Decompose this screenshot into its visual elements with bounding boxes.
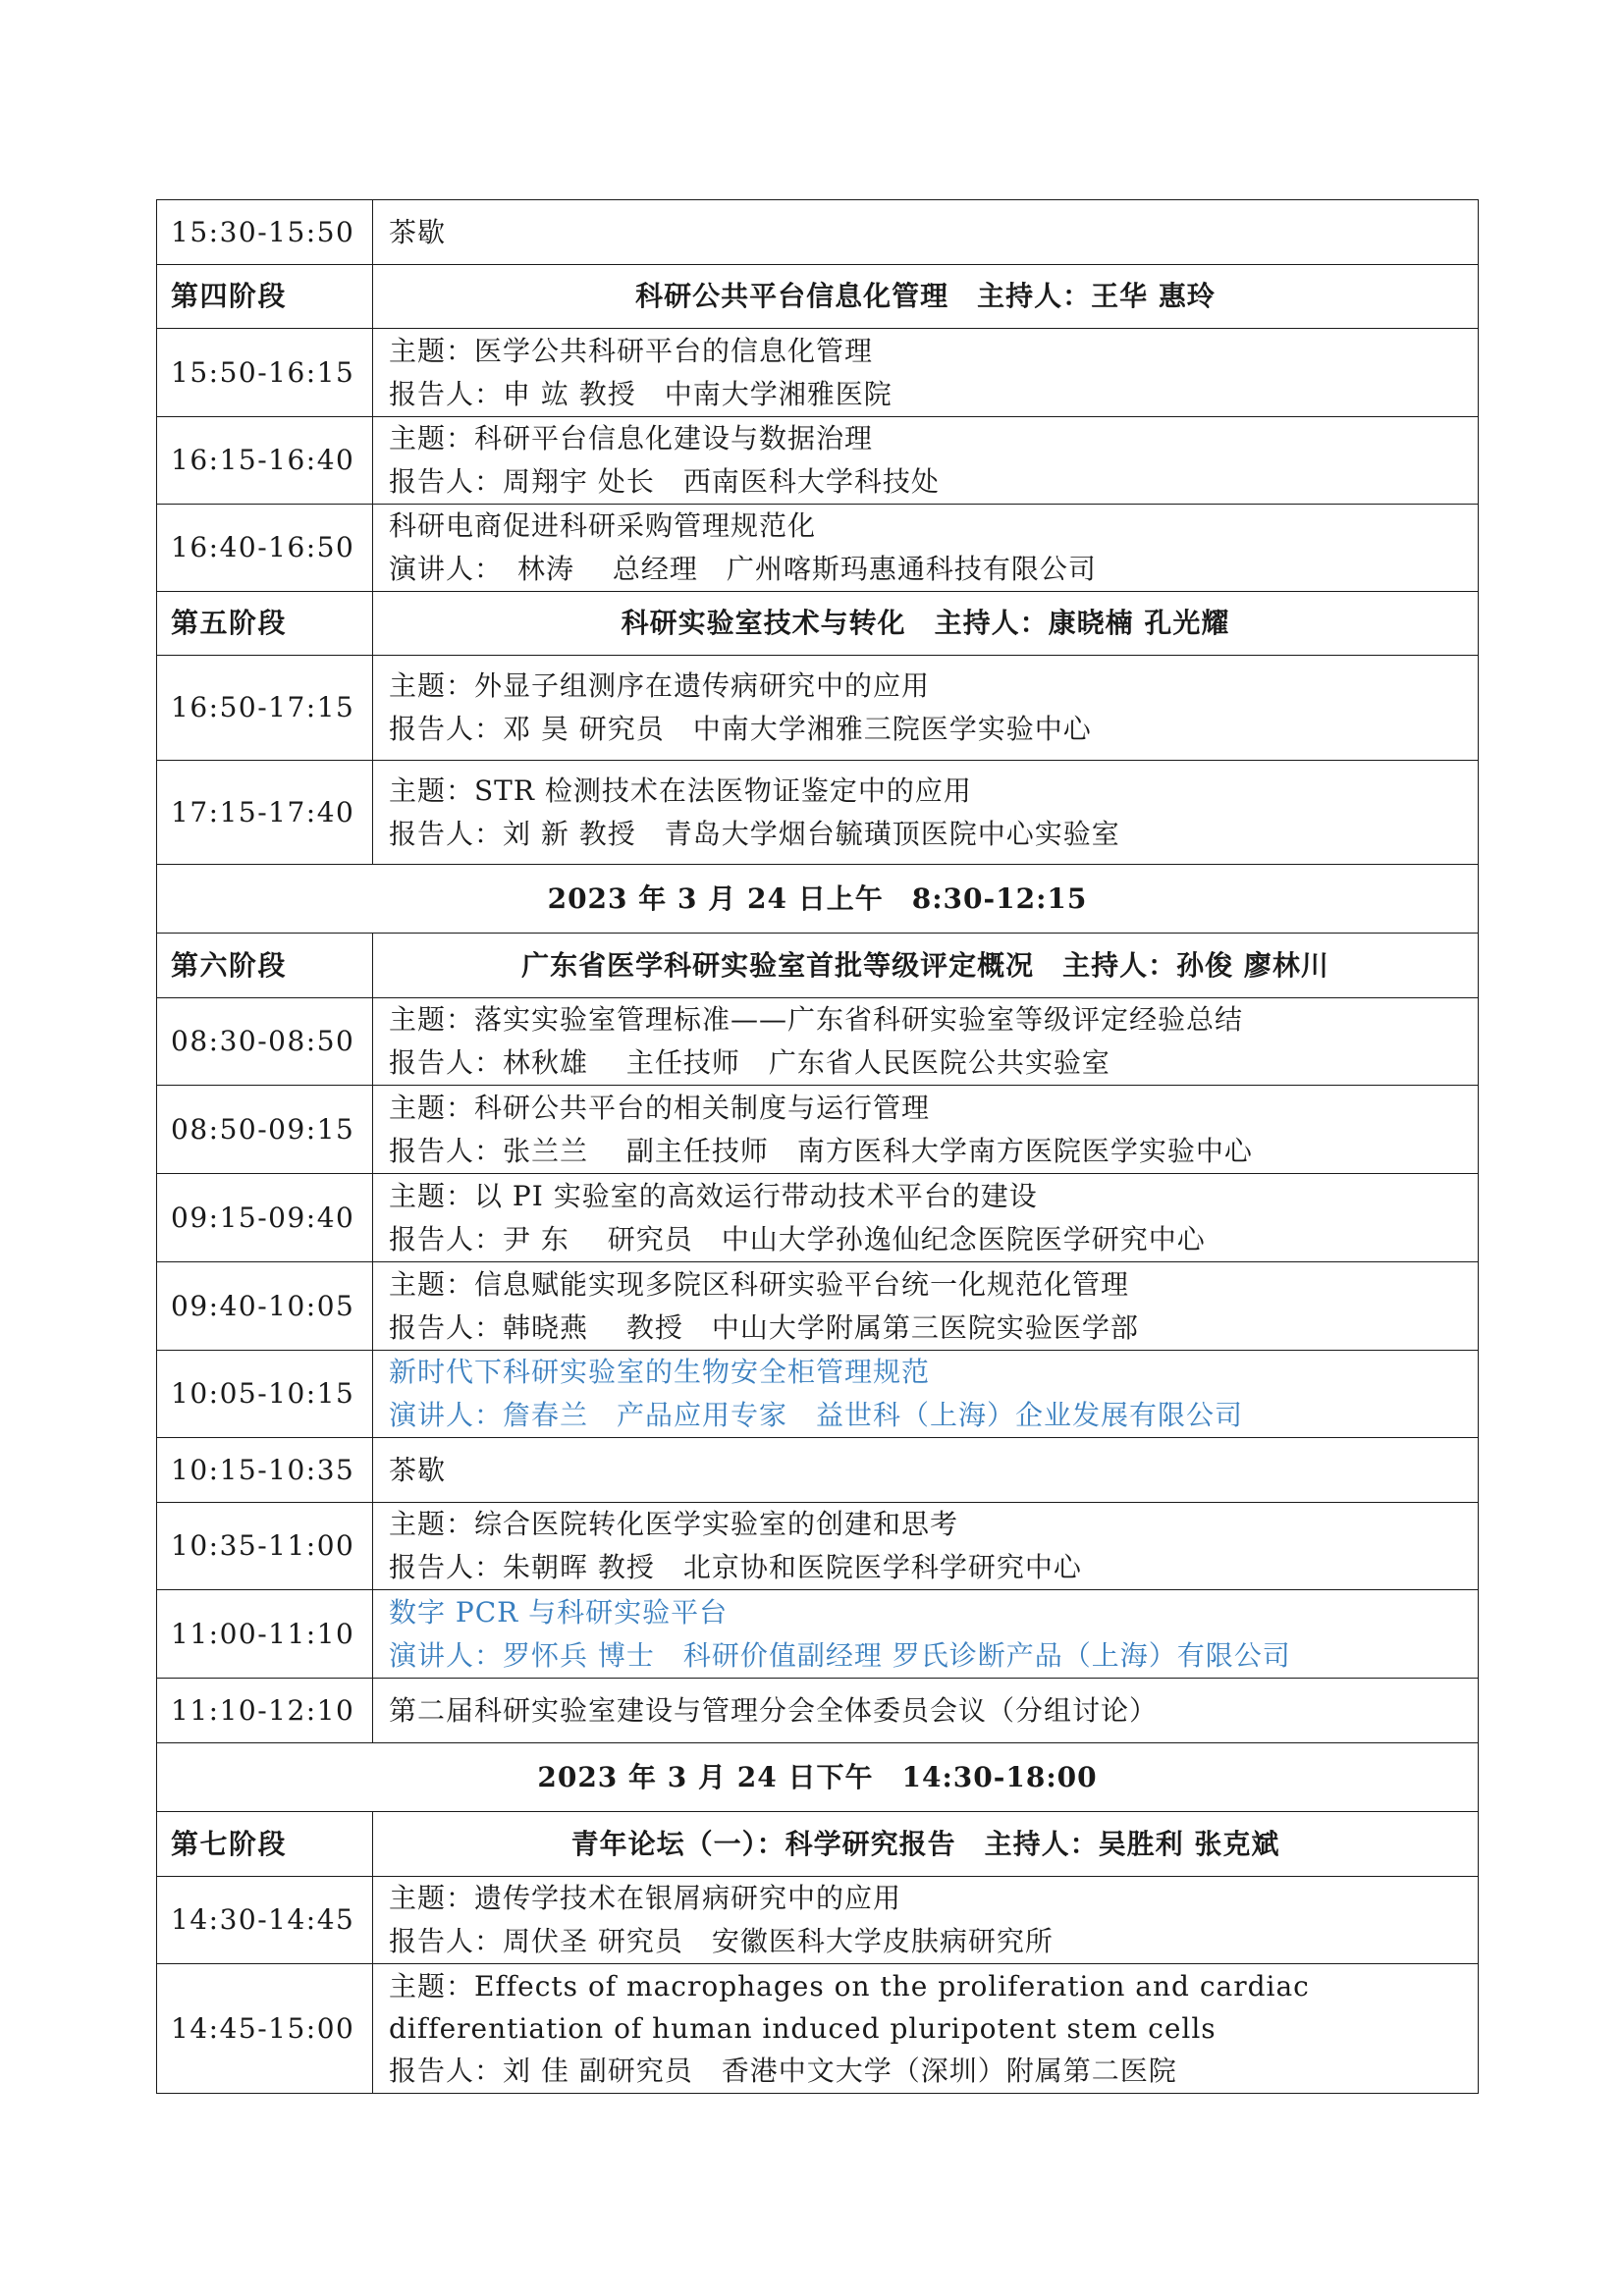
session-cell <box>373 1964 1479 2094</box>
schedule-table <box>156 199 1479 2094</box>
table-row <box>157 1679 1479 1743</box>
time-cell: 10:35-11:00 <box>157 1503 373 1590</box>
stage-row <box>157 934 1479 998</box>
session-topic: 主题：以 PI 实验室的高效运行带动技术平台的建设 <box>389 1179 1038 1212</box>
session-cell <box>373 1174 1479 1262</box>
session-topic-continued: differentiation of human induced pluripotent stem cells <box>389 2012 1217 2045</box>
time-cell: 08:50-09:15 <box>157 1086 373 1174</box>
session-cell <box>373 1877 1479 1964</box>
stage-title: 青年论坛（一）：科学研究报告 主持人：吴胜利 张克斌 <box>373 1812 1479 1877</box>
time-cell: 11:10-12:10 <box>157 1679 373 1743</box>
table-row <box>157 1503 1479 1590</box>
table-row <box>157 1877 1479 1964</box>
stage-title: 广东省医学科研实验室首批等级评定概况 主持人：孙俊 廖林川 <box>373 934 1479 998</box>
session-topic: 主题：Effects of macrophages on the proliferation and cardiac <box>389 1970 1310 2002</box>
table-row <box>157 1964 1479 2094</box>
stage-label: 第六阶段 <box>157 934 373 998</box>
session-topic: 主题：信息赋能实现多院区科研实验平台统一化规范化管理 <box>389 1267 1130 1301</box>
stage-row <box>157 1812 1479 1877</box>
time-cell: 16:40-16:50 <box>157 505 373 592</box>
session-topic: 主题：科研平台信息化建设与数据治理 <box>389 422 874 454</box>
table-row <box>157 1590 1479 1679</box>
stage-label: 第五阶段 <box>157 592 373 656</box>
session-topic: 主题：综合医院转化医学实验室的创建和思考 <box>389 1508 959 1540</box>
stage-row <box>157 592 1479 656</box>
table-row <box>157 329 1479 417</box>
time-cell: 15:30-15:50 <box>157 200 373 265</box>
session-topic: 主题：科研公共平台的相关制度与运行管理 <box>389 1091 931 1124</box>
stage-title: 科研公共平台信息化管理 主持人：王华 惠玲 <box>373 265 1479 329</box>
time-cell: 17:15-17:40 <box>157 761 373 865</box>
stage-title: 科研实验室技术与转化 主持人：康晓楠 孔光耀 <box>373 592 1479 656</box>
table-row <box>157 417 1479 505</box>
sponsor-session-cell <box>373 1351 1479 1438</box>
stage-label: 第四阶段 <box>157 265 373 329</box>
session-topic: 主题：外显子组测序在遗传病研究中的应用 <box>389 669 931 702</box>
time-cell: 08:30-08:50 <box>157 998 373 1086</box>
time-cell: 09:40-10:05 <box>157 1262 373 1351</box>
table-row <box>157 998 1479 1086</box>
session-topic: 新时代下科研实验室的生物安全柜管理规范 <box>389 1356 931 1388</box>
session-topic: 数字 PCR 与科研实验平台 <box>389 1595 729 1629</box>
session-speaker: 报告人：朱朝晖 教授 北京协和医院医学科学研究中心 <box>389 1551 1082 1583</box>
table-row <box>157 1174 1479 1262</box>
sponsor-session-cell <box>373 1590 1479 1679</box>
date-heading: 2023 年 3 月 24 日下午 14:30-18:00 <box>157 1743 1479 1812</box>
session-cell <box>373 761 1479 865</box>
session-cell <box>373 998 1479 1086</box>
session-speaker: 演讲人：詹春兰 产品应用专家 益世科（上海）企业发展有限公司 <box>389 1399 1244 1431</box>
session-topic: 主题：医学公共科研平台的信息化管理 <box>389 334 874 367</box>
session-topic: 主题：STR 检测技术在法医物证鉴定中的应用 <box>389 774 972 807</box>
table-row <box>157 505 1479 592</box>
table-row <box>157 200 1479 265</box>
time-cell: 16:15-16:40 <box>157 417 373 505</box>
table-row <box>157 1262 1479 1351</box>
break-cell: 茶歇 <box>373 1438 1479 1503</box>
table-row <box>157 1438 1479 1503</box>
time-cell: 11:00-11:10 <box>157 1590 373 1679</box>
session-speaker: 报告人：申 竑 教授 中南大学湘雅医院 <box>389 377 893 410</box>
meeting-cell: 第二届科研实验室建设与管理分会全体委员会议（分组讨论） <box>373 1679 1479 1743</box>
session-topic: 主题：遗传学技术在银屑病研究中的应用 <box>389 1882 902 1914</box>
session-speaker: 报告人：尹 东 研究员 中山大学孙逸仙纪念医院医学研究中心 <box>389 1222 1206 1255</box>
time-cell: 09:15-09:40 <box>157 1174 373 1262</box>
session-cell <box>373 505 1479 592</box>
table-row <box>157 1351 1479 1438</box>
session-speaker: 报告人：周翔宇 处长 西南医科大学科技处 <box>389 465 940 498</box>
stage-row <box>157 265 1479 329</box>
session-speaker: 报告人：刘 佳 副研究员 香港中文大学（深圳）附属第二医院 <box>389 2055 1177 2087</box>
session-speaker: 演讲人：罗怀兵 博士 科研价值副经理 罗氏诊断产品（上海）有限公司 <box>389 1638 1291 1672</box>
time-cell: 14:30-14:45 <box>157 1877 373 1964</box>
session-cell <box>373 1262 1479 1351</box>
session-speaker: 报告人：邓 昊 研究员 中南大学湘雅三院医学实验中心 <box>389 713 1092 745</box>
time-cell: 10:15-10:35 <box>157 1438 373 1503</box>
session-topic: 科研电商促进科研采购管理规范化 <box>389 509 817 542</box>
session-cell <box>373 1086 1479 1174</box>
session-cell <box>373 329 1479 417</box>
session-speaker: 报告人：刘 新 教授 青岛大学烟台毓璜顶医院中心实验室 <box>389 817 1120 850</box>
session-cell <box>373 1503 1479 1590</box>
table-row <box>157 761 1479 865</box>
table-row <box>157 656 1479 761</box>
time-cell: 16:50-17:15 <box>157 656 373 761</box>
session-speaker: 报告人：周伏圣 研究员 安徽医科大学皮肤病研究所 <box>389 1925 1054 1957</box>
date-row <box>157 1743 1479 1812</box>
date-row <box>157 865 1479 934</box>
session-topic: 主题：落实实验室管理标准——广东省科研实验室等级评定经验总结 <box>389 1003 1244 1036</box>
time-cell: 10:05-10:15 <box>157 1351 373 1438</box>
time-cell: 14:45-15:00 <box>157 1964 373 2094</box>
session-cell <box>373 656 1479 761</box>
stage-label: 第七阶段 <box>157 1812 373 1877</box>
session-speaker: 演讲人： 林涛 总经理 广州喀斯玛惠通科技有限公司 <box>389 553 1097 585</box>
time-cell: 15:50-16:15 <box>157 329 373 417</box>
date-heading: 2023 年 3 月 24 日上午 8:30-12:15 <box>157 865 1479 934</box>
session-speaker: 报告人：林秋雄 主任技师 广东省人民医院公共实验室 <box>389 1046 1110 1079</box>
session-cell <box>373 417 1479 505</box>
table-row <box>157 1086 1479 1174</box>
break-cell: 茶歇 <box>373 200 1479 265</box>
session-speaker: 报告人：张兰兰 副主任技师 南方医科大学南方医院医学实验中心 <box>389 1134 1253 1167</box>
session-speaker: 报告人：韩晓燕 教授 中山大学附属第三医院实验医学部 <box>389 1310 1139 1344</box>
